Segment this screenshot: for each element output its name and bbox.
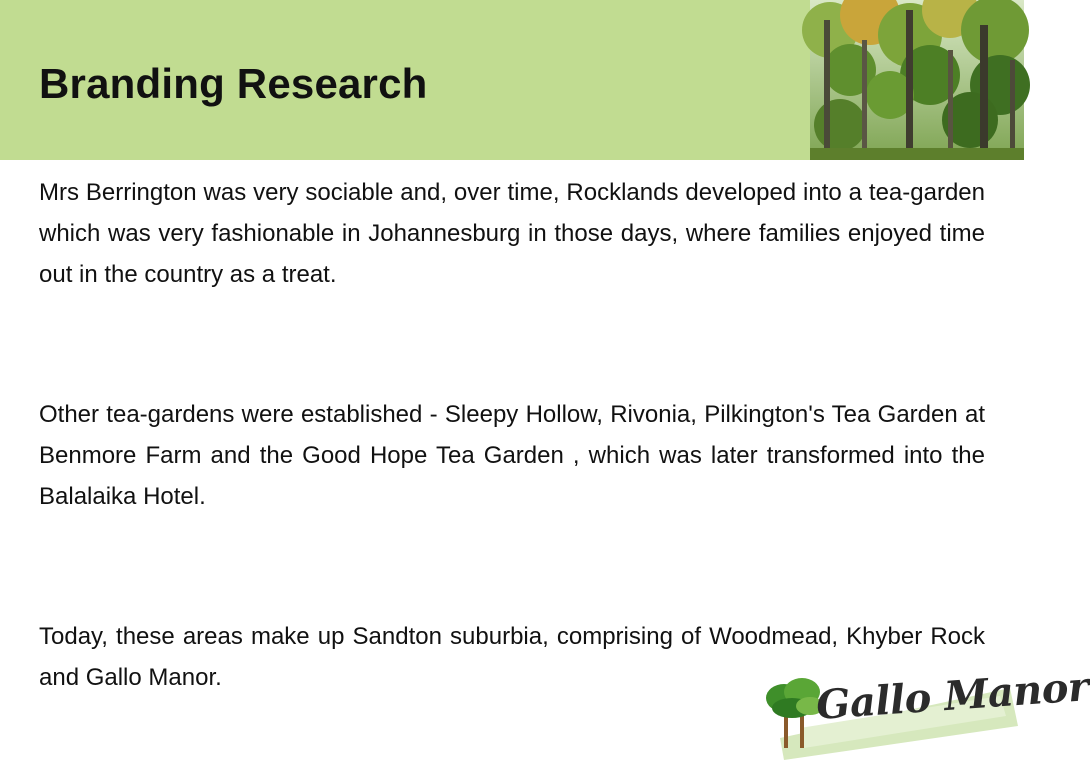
slide-title: Branding Research [39, 60, 428, 107]
gallo-manor-logo [760, 663, 1090, 768]
logo-text: Gallo Manor [814, 663, 1090, 729]
forest-photo [810, 0, 1024, 160]
paragraph-sandton: Today, these areas make up Sandton suburbia, comprising of Woodmead, Khyber Rock and Gallo Manor. [39, 623, 985, 691]
paragraph-tea-gardens: Other tea-gardens were established - Sleepy Hollow, Rivonia, Pilkington's Tea Garden at Benmore Farm and the Good Hope Tea Garden , which was later transformed into the Balalaika Hotel. [39, 401, 985, 510]
body-text [39, 172, 985, 698]
paragraph-rocklands: Mrs Berrington was very sociable and, over time, Rocklands developed into a tea-garden which was very fashionable in Johannesburg in those days, where families enjoyed time out in the country as a treat. [39, 179, 985, 288]
